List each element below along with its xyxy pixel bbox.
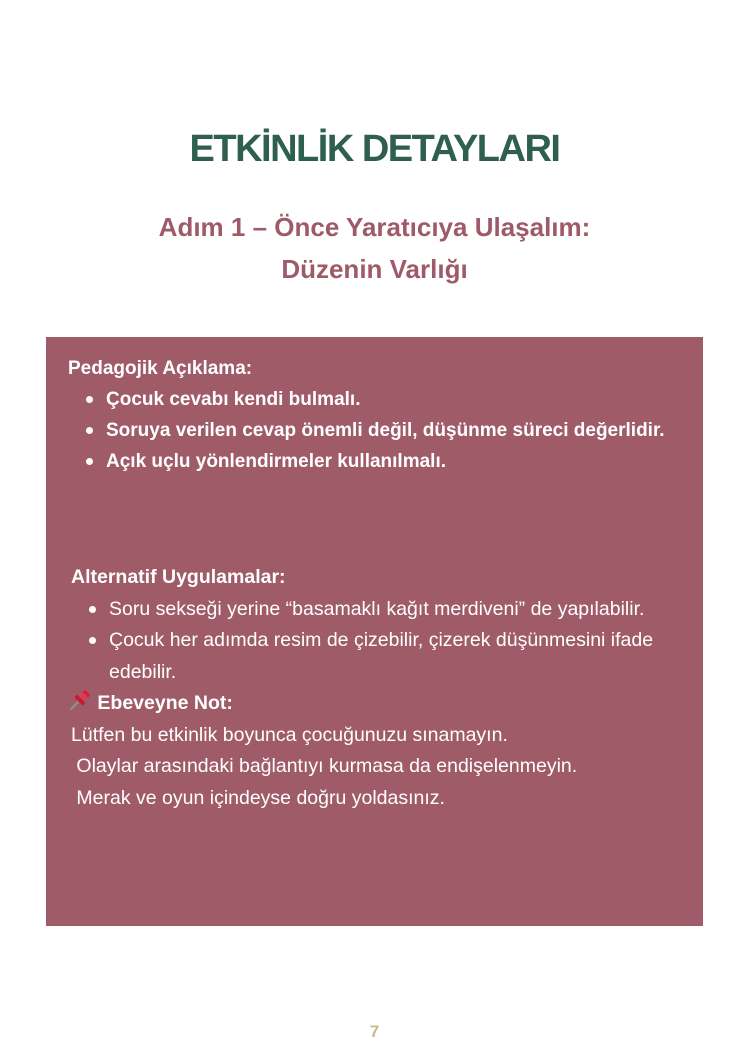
alternatives-list xyxy=(71,594,686,689)
list-item: Açık uçlu yönlendirmeler kullanılmalı. xyxy=(106,446,688,477)
parent-note-label: Ebeveyne Not: xyxy=(97,692,233,714)
page-number: 7 xyxy=(369,1022,380,1041)
page-title: ETKİNLİK DETAYLARI xyxy=(189,128,560,170)
subtitle-line-2: Düzenin Varlığı xyxy=(281,254,468,284)
parent-note-line: Lütfen bu etkinlik boyunca çocuğunuzu sınamayın. xyxy=(71,723,508,746)
list-item: Soruya verilen cevap önemli değil, düşünme süreci değerlidir. xyxy=(106,415,688,446)
pushpin-icon xyxy=(68,688,92,712)
alternatives-heading: Alternatif Uygulamalar: xyxy=(71,566,286,588)
subtitle-line-1: Adım 1 – Önce Yaratıcıya Ulaşalım: xyxy=(158,212,591,242)
parent-note-line: Merak ve oyun içindeyse doğru yoldasınız. xyxy=(71,786,445,809)
pedagogy-list xyxy=(68,384,688,477)
details-panel xyxy=(46,337,703,926)
list-item: Soru sekseği yerine “basamaklı kağıt merdiveni” de yapılabilir. xyxy=(109,594,686,626)
alternatives-section xyxy=(71,562,686,814)
parent-note-line: Olaylar arasındaki bağlantıyı kurmasa da endişelenmeyin. xyxy=(71,755,578,777)
pedagogy-heading: Pedagojik Açıklama: xyxy=(68,358,253,379)
list-item: Çocuk cevabı kendi bulmalı. xyxy=(106,384,688,415)
step-subtitle xyxy=(0,206,749,290)
parent-note-heading xyxy=(68,688,686,720)
pedagogy-section xyxy=(68,353,688,477)
list-item: Çocuk her adımda resim de çizebilir, çizerek düşünmesini ifade edebilir. xyxy=(109,625,686,688)
